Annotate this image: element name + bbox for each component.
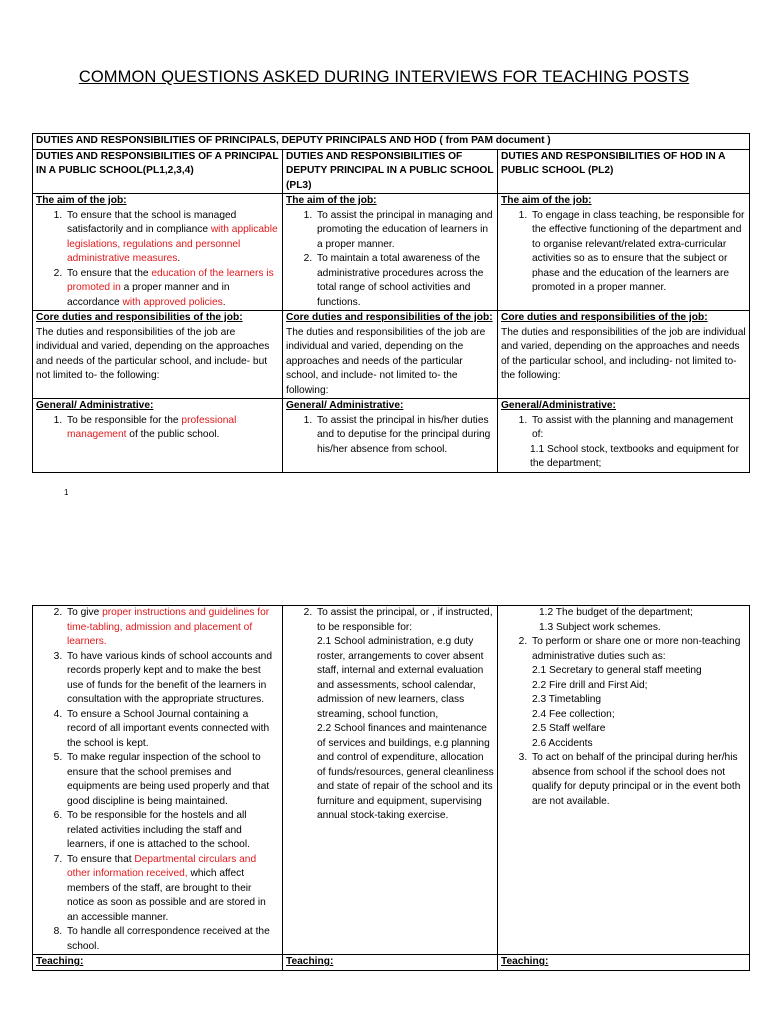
aim-cell-hod — [498, 194, 750, 311]
general-cell-hod — [498, 399, 750, 473]
general-list-hod — [501, 414, 746, 472]
sub-item: 2.2 School finances and maintenance of services and buildings, e.g planning and control of expenditure, allocation of funds/resources, general cleanliness and state of repair of the school and its furniture and equipment, supervising annual stock-taking exercise. — [317, 723, 494, 821]
sub-item: 1.3 Subject work schemes. — [539, 621, 661, 633]
list-item: 3. To have various kinds of school accounts and records properly kept and to make the best use of funds for the benefit of the learners in consultation with the appropriate structures. — [65, 650, 279, 708]
teaching-label: Teaching: — [36, 956, 84, 967]
general-label: General/Administrative: — [501, 400, 616, 411]
core-cell-deputy — [283, 311, 498, 399]
general-list-deputy — [286, 414, 494, 458]
list-item: 5. To make regular inspection of the school to ensure that the school premises and equipments are being used properly and that good discipline is being maintained. — [65, 751, 279, 809]
column-header-deputy: DUTIES AND RESPONSIBILITIES OF DEPUTY PRINCIPAL IN A PUBLIC SCHOOL (PL3) — [283, 149, 498, 194]
aim-list-principal — [36, 209, 279, 311]
list-item: 1. To assist the principal in managing and promoting the education of learners in a proper manner. — [315, 209, 494, 253]
column-header-hod: DUTIES AND RESPONSIBILITIES OF HOD IN A PUBLIC SCHOOL (PL2) — [498, 149, 750, 194]
aim-cell-principal — [33, 194, 283, 311]
column-header-principal: DUTIES AND RESPONSIBILITIES OF A PRINCIPAL IN A PUBLIC SCHOOL(PL1,2,3,4) — [33, 149, 283, 194]
continued-cell-deputy — [283, 606, 498, 955]
list-item: 1. To ensure that the school is managed satisfactorily and in compliance with applicable legislations, regulations and personnel administrative measures. — [65, 209, 279, 267]
list-item: 1. To be responsible for the professional management of the public school. — [65, 414, 279, 443]
table-heading: DUTIES AND RESPONSIBILITIES OF PRINCIPALS, DEPUTY PRINCIPALS AND HOD ( from PAM document ) — [33, 134, 750, 150]
core-text: The duties and responsibilities of the job are individual and varied, depending on the approaches and needs of the particular school, and include- but not limited to- the following: — [36, 326, 270, 381]
list-item: 2. To ensure that the education of the learners is promoted in a proper manner and in accordance with approved policies. — [65, 267, 279, 311]
sub-item: 2.1 Secretary to general staff meeting — [532, 665, 702, 676]
continued-cell-principal — [33, 606, 283, 955]
page-title: COMMON QUESTIONS ASKED DURING INTERVIEWS FOR TEACHING POSTS — [78, 68, 690, 86]
list-item: 1. To engage in class teaching, be responsible for the effective functioning of the department and to organise relevant/related extra-curricular activities so as to ensure that the subject or phase and the education of the learners are promoted in a proper manner. — [530, 209, 746, 296]
aim-cell-deputy — [283, 194, 498, 311]
core-cell-hod — [498, 311, 750, 399]
teaching-cell-principal — [33, 955, 283, 971]
list-item: 2. To perform or share one or more non-teaching administrative duties such as: 2.1 Secretary to general staff meeting 2.2 Fire drill and First Aid; 2.3 Timetabling 2.4 Fee collection; 2.5 Staff welfare 2.6 Accidents — [530, 635, 746, 751]
core-cell-principal — [33, 311, 283, 399]
general-list-principal-cont — [36, 606, 279, 954]
general-label: General/ Administrative: — [286, 400, 404, 411]
teaching-cell-deputy — [283, 955, 498, 971]
sub-item: 2.6 Accidents — [532, 737, 593, 749]
general-list-principal — [36, 414, 279, 443]
sub-item: 2.4 Fee collection; — [532, 708, 615, 720]
general-cell-deputy — [283, 399, 498, 473]
aim-list-hod — [501, 209, 746, 296]
list-item: 2. To assist the principal, or , if instructed, to be responsible for: 2.1 School administration, e.g duty roster, arrangements to cover absent staff, internal and external evaluation and assessments, school calendar, admission of new learners, class streaming, school function, 2.2 School finances and maintenance of services and buildings, e.g planning and control of expenditure, allocation of funds/resources, general cleanliness and state of repair of the school and its furniture and equipment, supervising annual stock-taking exercise. — [315, 606, 494, 824]
list-item: 1. To assist the principal in his/her duties and to deputise for the principal during his/her absence from school. — [315, 414, 494, 458]
core-text: The duties and responsibilities of the job are individual and varied, depending on the approaches and needs of the particular school, and include- not limited to- the following: — [286, 326, 486, 396]
general-list-hod-cont — [501, 635, 746, 809]
list-item: 7. To ensure that Departmental circulars and other information received, which affect members of the staff, are brought to their notice as soon as possible and are stored in an accessible manner. — [65, 853, 279, 926]
core-text: The duties and responsibilities of the job are individual and varied, depending on the approaches and needs of the particular school, and including- not limited to- the following: — [501, 326, 746, 381]
general-cell-principal — [33, 399, 283, 473]
core-label: Core duties and responsibilities of the job: — [286, 312, 493, 323]
aim-label: The aim of the job: — [36, 195, 127, 206]
teaching-cell-hod — [498, 955, 750, 971]
sub-item: 2.2 Fire drill and First Aid; — [532, 679, 648, 691]
aim-list-deputy — [286, 209, 494, 311]
aim-label: The aim of the job: — [501, 195, 592, 206]
continued-cell-hod — [498, 606, 750, 955]
sub-item: 1.2 The budget of the department; — [539, 607, 693, 618]
general-list-deputy-cont — [286, 606, 494, 824]
list-item: 1. To assist with the planning and management of: 1.1 School stock, textbooks and equipment for the department; — [530, 414, 746, 472]
list-item: 6. To be responsible for the hostels and all related activities including the staff and learners, if one is attached to the school. — [65, 809, 279, 853]
core-label: Core duties and responsibilities of the job: — [36, 312, 243, 323]
sub-item: 2.3 Timetabling — [532, 694, 602, 705]
list-item: 2. To give proper instructions and guidelines for time-tabling, admission and placement of learners. — [65, 606, 279, 650]
core-label: Core duties and responsibilities of the job: — [501, 312, 708, 323]
list-item: 4. To ensure a School Journal containing a record of all important events connected with the school is kept. — [65, 708, 279, 752]
teaching-label: Teaching: — [501, 956, 549, 967]
list-item: 3. To act on behalf of the principal during her/his absence from school if the school does not qualify for deputy principal or in the event both are not available. — [530, 751, 746, 809]
general-label: General/ Administrative: — [36, 400, 154, 411]
aim-label: The aim of the job: — [286, 195, 377, 206]
page-number: 1 — [64, 488, 69, 497]
list-item: 2. To maintain a total awareness of the administrative procedures across the total range of school activities and functions. — [315, 252, 494, 310]
teaching-label: Teaching: — [286, 956, 334, 967]
duties-table-part2 — [32, 605, 750, 971]
sub-item: 2.5 Staff welfare — [532, 723, 606, 734]
sub-item: 1.1 School stock, textbooks and equipment for the department; — [530, 443, 739, 469]
sub-item: 2.1 School administration, e.g duty roster, arrangements to cover absent staff, internal and external evaluation and assessments, school calendar, admission of new learners, class streaming, school function, — [317, 636, 484, 720]
list-item: 8. To handle all correspondence received at the school. — [65, 925, 279, 954]
duties-table-part1 — [32, 133, 750, 473]
